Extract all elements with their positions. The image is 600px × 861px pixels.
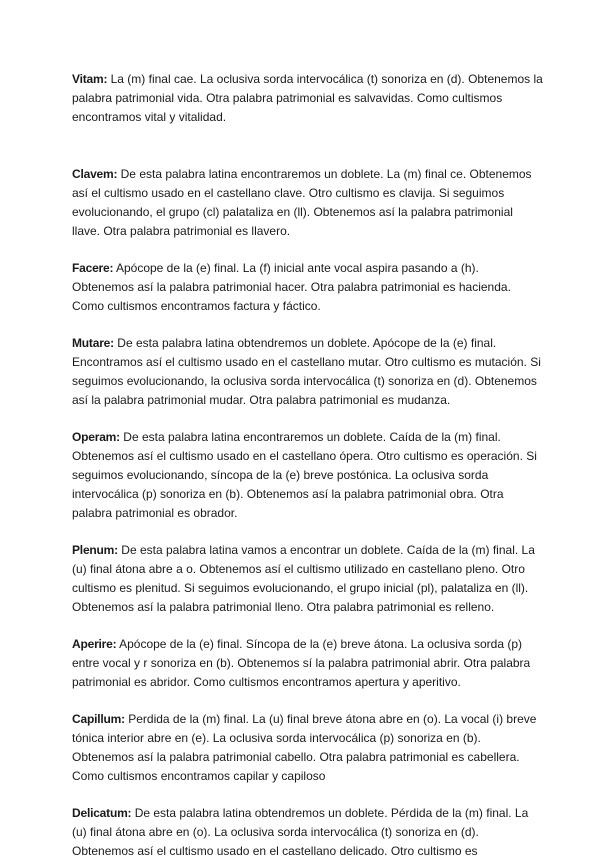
entry-term: Operam: xyxy=(72,430,120,444)
entry-text: De esta palabra latina obtendremos un doblete. Apócope de la (e) final. Encontramos así el cultismo usado en el castellano mutar. Otro cultismo es mutación. Si seguimos evolucionando, la oclusiva sorda intervocálica (t) sonoriza en (d). Obtenemos así la palabra patrimonial mudar. Otra palabra patrimonial es mudanza. xyxy=(72,336,541,407)
entry-text: Perdida de la (m) final. La (u) final breve átona abre en (o). La vocal (i) breve tónica interior abre en (e). La oclusiva sorda intervocálica (p) sonoriza en (b). Obtenemos así la palabra patrimonial cabello. Otra palabra patrimonial es cabellera. Como cultismos encontramos capilar y capiloso xyxy=(72,712,537,783)
entry-term: Vitam: xyxy=(72,72,108,86)
entry-term: Mutare: xyxy=(72,336,114,350)
entry-vitam xyxy=(72,70,544,127)
entry-mutare xyxy=(72,334,544,410)
entry-text: De esta palabra latina obtendremos un doblete. Pérdida de la (m) final. La (u) final átona abre en (o). La oclusiva sorda intervocálica (t) sonoriza en (d). Obtenemos así el cultismo usado en el castellano delicado. Otro cultismo es xyxy=(72,806,529,858)
entry-capillum xyxy=(72,710,544,786)
entry-aperire xyxy=(72,635,544,692)
entry-term: Delicatum: xyxy=(72,806,132,820)
entry-plenum xyxy=(72,541,544,617)
entry-clavem xyxy=(72,165,544,241)
entry-text: De esta palabra latina encontraremos un doblete. Caída de la (m) final. Obtenemos así el cultismo usado en el castellano ópera. Otro cultismo es operación. Si seguimos evolucionando, síncopa de la (e) breve postónica. La oclusiva sorda intervocálica (p) sonoriza en (b). Obtenemos así la palabra patrimonial obra. Otra palabra patrimonial es obrador. xyxy=(72,430,537,520)
entry-facere xyxy=(72,259,544,316)
entry-term: Plenum: xyxy=(72,543,118,557)
entry-delicatum xyxy=(72,804,544,861)
entry-term: Clavem: xyxy=(72,167,118,181)
entry-term: Capillum: xyxy=(72,712,125,726)
entry-term: Aperire: xyxy=(72,637,117,651)
entry-text: La (m) final cae. La oclusiva sorda intervocálica (t) sonoriza en (d). Obtenemos la palabra patrimonial vida. Otra palabra patrimonial es salvavidas. Como cultismos encontramos vital y vitalidad. xyxy=(72,72,543,124)
entry-term: Facere: xyxy=(72,261,114,275)
entry-text: De esta palabra latina encontraremos un doblete. La (m) final ce. Obtenemos así el cultismo usado en el castellano clave. Otro cultismo es clavija. Si seguimos evolucionando, el grupo (cl) palataliza en (ll). Obtenemos así la palabra patrimonial llave. Otra palabra patrimonial es llavero. xyxy=(72,167,532,238)
entry-text: Apócope de la (e) final. La (f) inicial ante vocal aspira pasando a (h). Obtenemos así la palabra patrimonial hacer. Otra palabra patrimonial es hacienda. Como cultismos encontramos factura y fáctico. xyxy=(72,261,511,313)
entry-operam xyxy=(72,428,544,523)
entry-text: Apócope de la (e) final. Síncopa de la (e) breve átona. La oclusiva sorda (p) entre vocal y r sonoriza en (b). Obtenemos sí la palabra patrimonial abrir. Otra palabra patrimonial es abridor. Como cultismos encontramos apertura y aperitivo. xyxy=(72,637,531,689)
entry-text: De esta palabra latina vamos a encontrar un doblete. Caída de la (m) final. La (u) final átona abre a o. Obtenemos así el cultismo utilizado en castellano pleno. Otro cultismo es plenitud. Si seguimos evolucionando, el grupo inicial (pl), palataliza en (ll). Obtenemos así la palabra patrimonial lleno. Otra palabra patrimonial es relleno. xyxy=(72,543,535,614)
